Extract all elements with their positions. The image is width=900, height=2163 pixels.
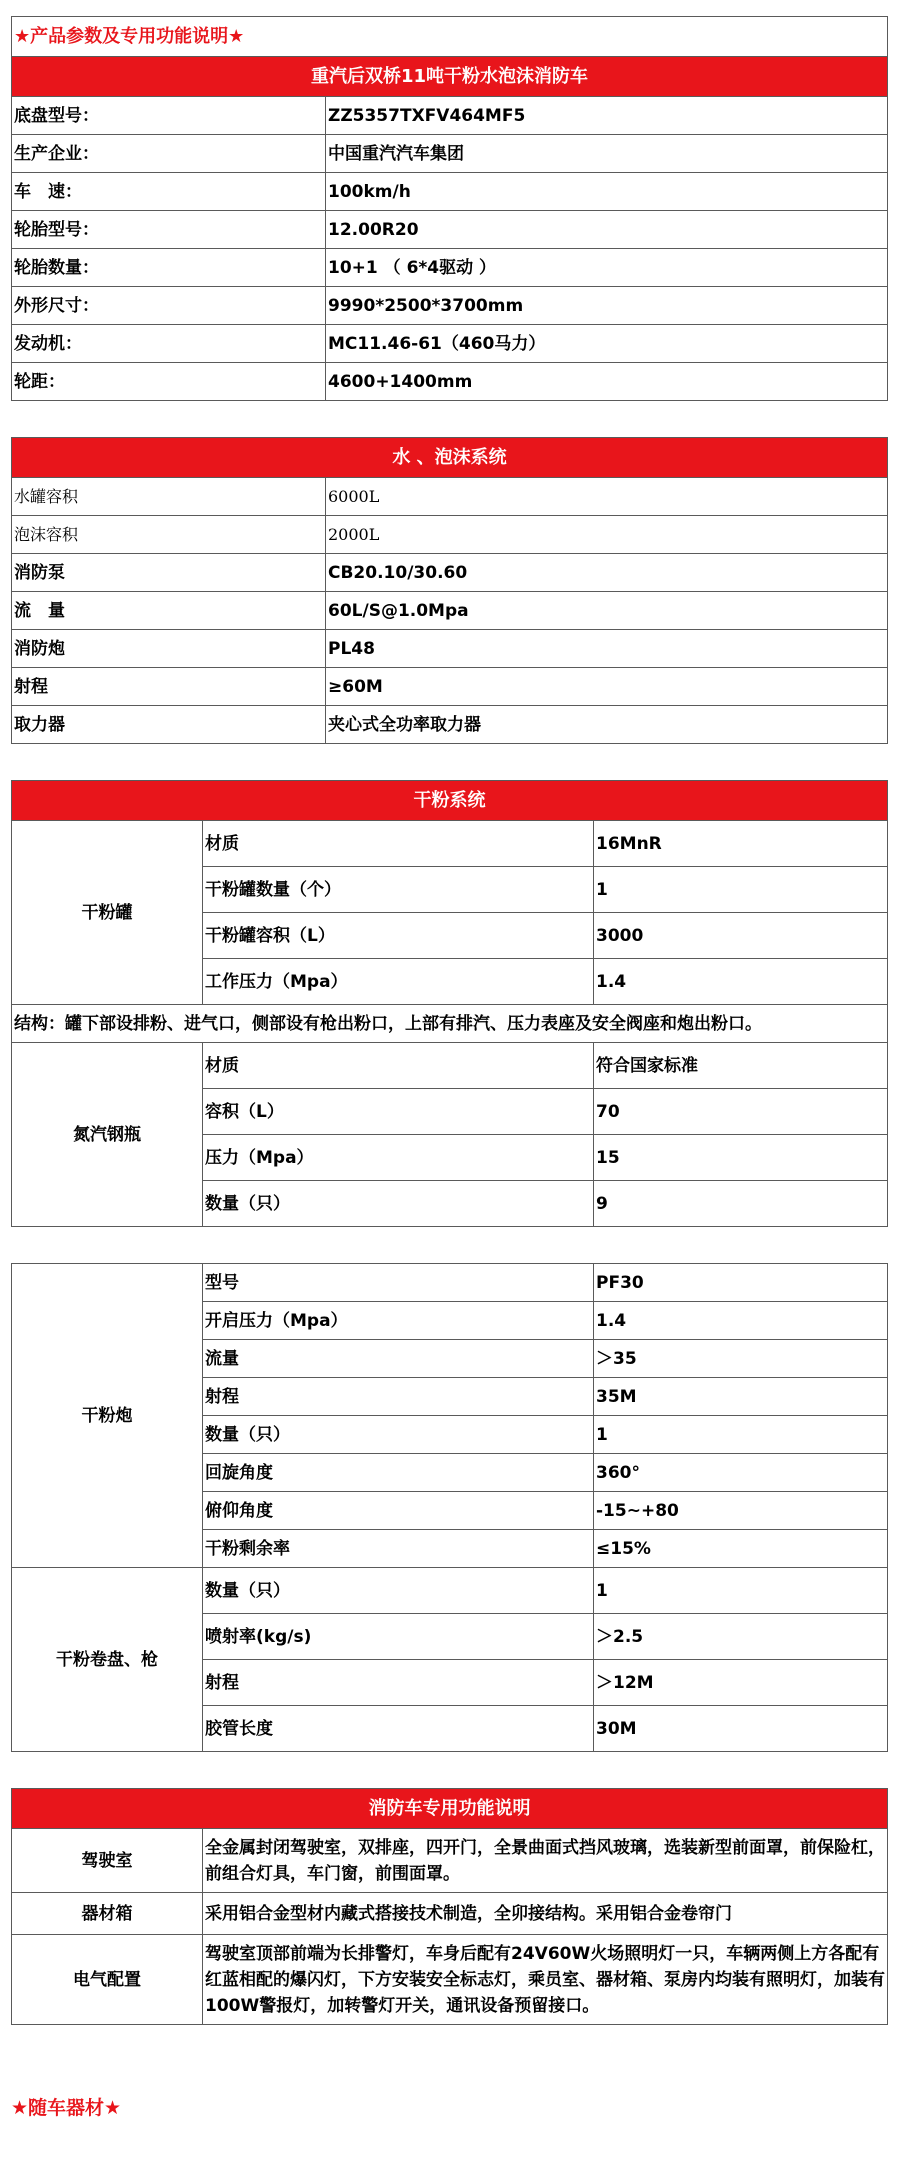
table-row xyxy=(12,630,888,668)
spec-value: 12.00R20 xyxy=(326,211,888,249)
spec-value: CB20.10/30.60 xyxy=(326,554,888,592)
special-functions-title: 消防车专用功能说明 xyxy=(12,1789,888,1829)
cannon-reel-table xyxy=(11,1263,888,1752)
group-label: 干粉罐 xyxy=(12,821,203,1005)
table-row xyxy=(12,706,888,744)
spec-label: 俯仰角度 xyxy=(203,1492,594,1530)
spec-value: MC11.46-61（460马力） xyxy=(326,325,888,363)
spec-value: 360° xyxy=(594,1454,888,1492)
spec-value: 60L/S@1.0Mpa xyxy=(326,592,888,630)
table-row xyxy=(12,668,888,706)
accessories-title: ★随车器材★ xyxy=(11,2097,122,2119)
spec-label: 流 量 xyxy=(12,592,326,630)
spec-value: 30M xyxy=(594,1706,888,1752)
spec-label: 轮胎数量： xyxy=(12,249,326,287)
spec-value: 9 xyxy=(594,1181,888,1227)
spec-value: 夹心式全功率取力器 xyxy=(326,706,888,744)
spec-label: 回旋角度 xyxy=(203,1454,594,1492)
spec-label: 射程 xyxy=(12,668,326,706)
table-row xyxy=(12,1043,888,1089)
spec-value: ＞35 xyxy=(594,1340,888,1378)
spec-value: 采用铝合金型材内藏式搭接技术制造，全卯接结构。采用铝合金卷帘门 xyxy=(203,1893,888,1935)
special-functions-table xyxy=(11,1788,888,2025)
spec-value: 1.4 xyxy=(594,959,888,1005)
spec-label: 开启压力（Mpa） xyxy=(203,1302,594,1340)
spec-value: ＞2.5 xyxy=(594,1614,888,1660)
table-row xyxy=(12,1893,888,1935)
spec-label: 驾驶室 xyxy=(12,1829,203,1893)
group-label: 干粉卷盘、枪 xyxy=(12,1568,203,1752)
dry-powder-table xyxy=(11,780,888,1227)
spec-label: 数量（只） xyxy=(203,1181,594,1227)
spec-label: 工作压力（Mpa） xyxy=(203,959,594,1005)
table-row xyxy=(12,1568,888,1614)
spec-value: -15~+80 xyxy=(594,1492,888,1530)
spec-label: 车 速： xyxy=(12,173,326,211)
spec-value: 1 xyxy=(594,1416,888,1454)
spec-value: ZZ5357TXFV464MF5 xyxy=(326,97,888,135)
spec-label: 材质 xyxy=(203,821,594,867)
spec-label: 轮距： xyxy=(12,363,326,401)
table-row xyxy=(12,1935,888,2025)
spec-label: 发动机： xyxy=(12,325,326,363)
spec-label: 胶管长度 xyxy=(203,1706,594,1752)
spec-label: 数量（只） xyxy=(203,1416,594,1454)
table-row xyxy=(12,1264,888,1302)
spec-value: 100km/h xyxy=(326,173,888,211)
intro-title: ★产品参数及专用功能说明★ xyxy=(12,17,888,57)
spec-document xyxy=(11,16,887,2025)
spec-label: 容积（L） xyxy=(203,1089,594,1135)
structure-note: 结构：罐下部设排粉、进气口，侧部设有枪出粉口，上部有排汽、压力表座及安全阀座和炮出粉口。 xyxy=(12,1005,888,1043)
water-foam-table xyxy=(11,437,888,744)
spec-value: 1 xyxy=(594,867,888,913)
spec-label: 消防炮 xyxy=(12,630,326,668)
dry-powder-title: 干粉系统 xyxy=(12,781,888,821)
spec-value: 35M xyxy=(594,1378,888,1416)
table-row xyxy=(12,478,888,516)
spec-value: 驾驶室顶部前端为长排警灯，车身后配有24V60W火场照明灯一只，车辆两侧上方各配有红蓝相配的爆闪灯，下方安装安全标志灯，乘员室、器材箱、泵房内均装有照明灯，加装有100W警报灯，加转警灯开关，通讯设备预留接口。 xyxy=(203,1935,888,2025)
table-row xyxy=(12,249,888,287)
spec-label: 干粉剩余率 xyxy=(203,1530,594,1568)
spec-label: 压力（Mpa） xyxy=(203,1135,594,1181)
spec-label: 外形尺寸： xyxy=(12,287,326,325)
spec-value: PF30 xyxy=(594,1264,888,1302)
spec-label: 射程 xyxy=(203,1378,594,1416)
spec-value: 中国重汽汽车集团 xyxy=(326,135,888,173)
spec-value: ≥60M xyxy=(326,668,888,706)
table-row xyxy=(12,363,888,401)
spec-value: 3000 xyxy=(594,913,888,959)
spec-label: 型号 xyxy=(203,1264,594,1302)
spec-value: 15 xyxy=(594,1135,888,1181)
group-label: 氮汽钢瓶 xyxy=(12,1043,203,1227)
spec-label: 材质 xyxy=(203,1043,594,1089)
spec-value: 6000L xyxy=(326,478,888,516)
table-row xyxy=(12,516,888,554)
spec-value: ＞12M xyxy=(594,1660,888,1706)
water-foam-title: 水 、泡沫系统 xyxy=(12,438,888,478)
spec-label: 底盘型号： xyxy=(12,97,326,135)
vehicle-title: 重汽后双桥11吨干粉水泡沫消防车 xyxy=(12,57,888,97)
spec-label: 轮胎型号： xyxy=(12,211,326,249)
table-row xyxy=(12,97,888,135)
spec-label: 取力器 xyxy=(12,706,326,744)
chassis-table xyxy=(11,16,888,401)
spec-value: ≤15% xyxy=(594,1530,888,1568)
spec-label: 干粉罐数量（个） xyxy=(203,867,594,913)
spec-label: 流量 xyxy=(203,1340,594,1378)
table-row xyxy=(12,173,888,211)
group-label: 干粉炮 xyxy=(12,1264,203,1568)
spec-value: 全金属封闭驾驶室，双排座，四开门，全景曲面式挡风玻璃，选装新型前面罩，前保险杠，前组合灯具，车门窗，前围面罩。 xyxy=(203,1829,888,1893)
table-row xyxy=(12,1005,888,1043)
spec-label: 喷射率(kg/s) xyxy=(203,1614,594,1660)
spec-value: 10+1 （ 6*4驱动 ） xyxy=(326,249,888,287)
spec-value: PL48 xyxy=(326,630,888,668)
spec-label: 器材箱 xyxy=(12,1893,203,1935)
spec-value: 1.4 xyxy=(594,1302,888,1340)
table-row xyxy=(12,135,888,173)
table-row xyxy=(12,554,888,592)
spec-label: 生产企业： xyxy=(12,135,326,173)
spec-label: 消防泵 xyxy=(12,554,326,592)
spec-value: 9990*2500*3700mm xyxy=(326,287,888,325)
spec-label: 干粉罐容积（L） xyxy=(203,913,594,959)
table-row xyxy=(12,592,888,630)
spec-value: 4600+1400mm xyxy=(326,363,888,401)
table-row xyxy=(12,821,888,867)
table-row xyxy=(12,1829,888,1893)
table-row xyxy=(12,287,888,325)
spec-value: 1 xyxy=(594,1568,888,1614)
spec-value: 符合国家标准 xyxy=(594,1043,888,1089)
spec-value: 70 xyxy=(594,1089,888,1135)
spec-label: 泡沫容积 xyxy=(12,516,326,554)
spec-value: 16MnR xyxy=(594,821,888,867)
table-row xyxy=(12,325,888,363)
table-row xyxy=(12,211,888,249)
spec-label: 水罐容积 xyxy=(12,478,326,516)
spec-value: 2000L xyxy=(326,516,888,554)
spec-label: 数量（只） xyxy=(203,1568,594,1614)
spec-label: 电气配置 xyxy=(12,1935,203,2025)
spec-label: 射程 xyxy=(203,1660,594,1706)
